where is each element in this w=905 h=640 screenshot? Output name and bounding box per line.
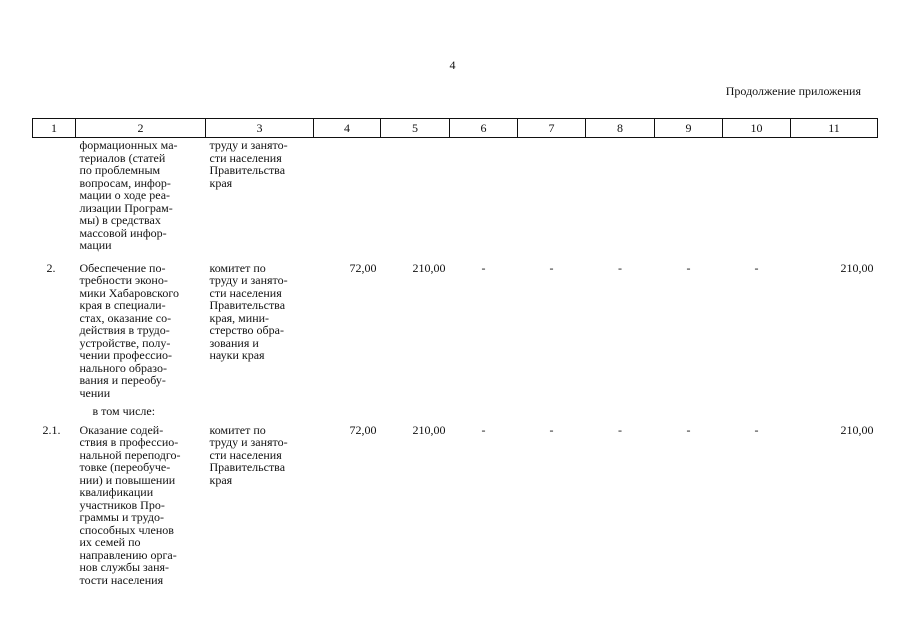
row-number: 2. [46,260,56,275]
value-col-11: 210,00 [840,260,874,275]
header-col-2: 2 [76,119,206,138]
value-col-9: - [686,260,691,275]
value-col-5: 210,00 [412,260,446,275]
measure-name: Оказание содей- ствия в профессио- нальной переподго- товке (переобуче- нии) и повышении квалификации участников Про- граммы и трудо- способных членов их семей по направлению орга- нов службы заня- тости населения [79,422,181,587]
value-col-7: - [549,422,554,437]
page-number: 4 [449,58,456,72]
value-col-4 [314,138,381,252]
measure-name: формационных ма- териалов (статей по проблемным вопросам, инфор- мации о ходе реа- лизации Програм- мы) в средствах массовой инфор- мации [79,138,178,252]
value-col-10: - [754,422,759,437]
row-spacer [33,252,878,262]
continuation-label: Продолжение приложения [725,84,861,98]
value-col-9: - [686,422,691,437]
value-col-4: 72,00 [349,260,377,275]
value-col-11 [791,138,878,252]
header-col-4: 4 [314,119,381,138]
value-col-5: 210,00 [412,422,446,437]
header-col-8: 8 [586,119,655,138]
header-col-11: 11 [791,119,878,138]
subheading-label: в том числе: [92,404,156,418]
measure-name: Обеспечение по- требности эконо- мики Хабаровского края в специали- стах, оказание со- действия в трудо- устройстве, полу- чении профессио- нального образо- вания и переобу- чении [79,260,179,400]
value-col-5 [381,138,450,252]
row-number [33,138,76,252]
value-col-11: 210,00 [840,422,874,437]
executor: комитет по труду и занято- сти населения Правительства края [209,422,288,487]
header-col-1: 1 [33,119,76,138]
header-col-6: 6 [450,119,518,138]
value-col-6 [450,138,518,252]
value-col-6: - [481,260,486,275]
row-number: 2.1. [42,422,61,437]
header-col-3: 3 [206,119,314,138]
value-col-8: - [618,260,622,275]
value-col-8 [586,138,655,252]
value-col-6: - [481,422,486,437]
header-col-9: 9 [655,119,723,138]
value-col-10 [723,138,791,252]
value-col-10: - [754,260,759,275]
value-col-7: - [549,260,554,275]
table-row [33,424,878,587]
header-col-7: 7 [518,119,586,138]
executor: комитет по труду и занято- сти населения Правительства края, мини- стерство обра- зования и науки края [209,260,288,362]
value-col-7 [518,138,586,252]
header-col-5: 5 [381,119,450,138]
value-col-9 [655,138,723,252]
executor: труду и занято- сти населения Правительства края [209,138,288,190]
appendix-table [32,118,878,586]
value-col-4: 72,00 [349,422,377,437]
subheading-row [33,405,878,418]
table-row [33,138,878,252]
table-header-row [33,119,878,138]
value-col-8: - [618,422,622,437]
table-row [33,262,878,400]
header-col-10: 10 [723,119,791,138]
